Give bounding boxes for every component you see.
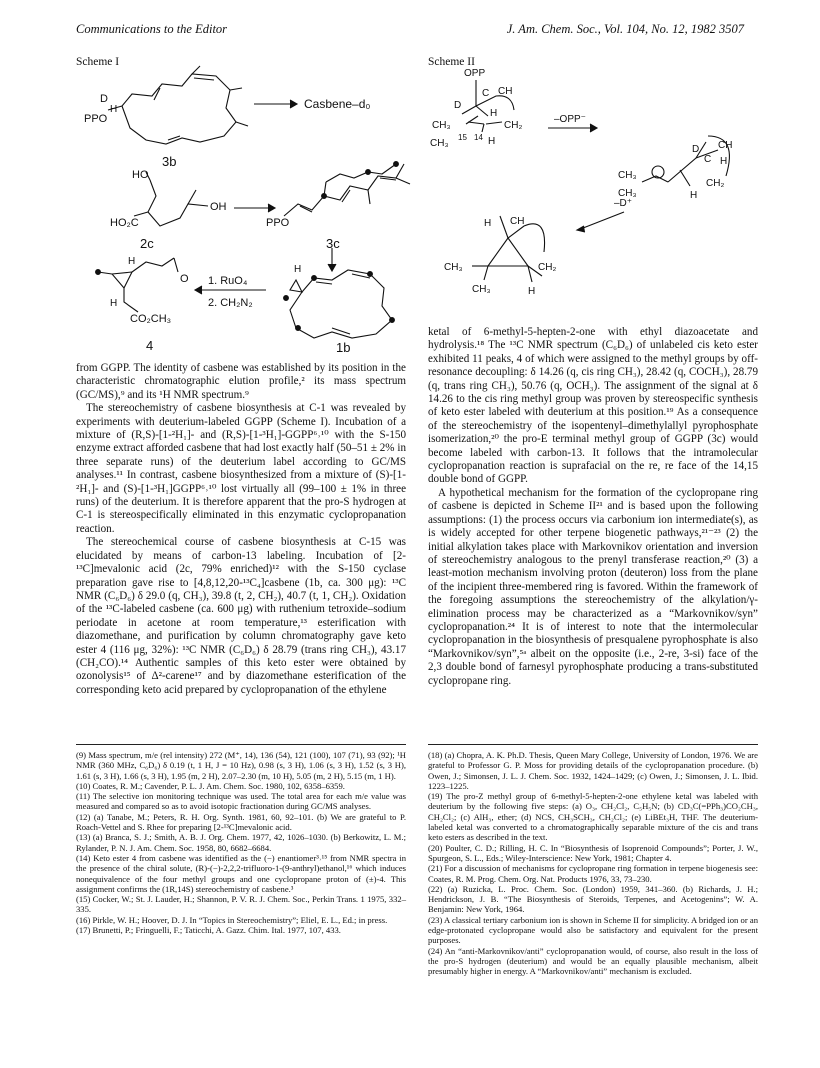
s2-ch3d-label: CH₃ bbox=[618, 188, 637, 199]
s1-h4-label: H bbox=[110, 298, 118, 309]
running-header-right: J. Am. Chem. Soc., Vol. 104, No. 12, 1982 3507 bbox=[506, 22, 744, 36]
footnote: (12) (a) Tanabe, M.; Peters, R. H. Org. Synth. 1981, 60, 92–101. (b) We are grateful to P. Roach-Vettel and S. Rhee for preparing [2-¹³C]mevalonic acid. bbox=[76, 811, 406, 833]
s2-ch2-label: CH₂ bbox=[504, 120, 523, 131]
s2-ch-label: CH bbox=[498, 86, 513, 97]
s2-ch2b-label: CH₂ bbox=[706, 178, 725, 189]
s1-ppo-label: PPO bbox=[84, 113, 108, 125]
s2-ch-c-label: CH bbox=[510, 216, 525, 227]
s2-ch3a-label: CH₃ bbox=[432, 120, 451, 131]
footnote-rule-right bbox=[428, 744, 758, 745]
s1-step-2: 2. CH₂N₂ bbox=[208, 297, 253, 309]
scheme-2-title: Scheme II bbox=[428, 56, 475, 68]
s2-h5-label: H bbox=[484, 218, 492, 229]
body-left-column bbox=[76, 362, 406, 697]
running-header-left: Communications to the Editor bbox=[76, 22, 228, 36]
s1-o-label: O bbox=[180, 273, 189, 285]
body-paragraph: The stereochemistry of casbene biosynthesis at C-1 was revealed by experiments with deuterium-labeled GGPP (Scheme I). Incubation of a mixture of (R,S)-[1-²H₁]- and (R,S)-[1-³H₁]-GGPP⁶˒¹⁰ with the S-150 enzyme extract afforded casbene that had lost exactly half (50–51 ± 2% in three separate runs) of the deuterium label according to GC/MS analyses.¹¹ In contrast, casbene biosynthesized from a mixture of (S)-[1-²H₁]- and (S)-[1-³H₁]GGPP⁶˒¹⁰ lost virtually all (99–100 ± 1% in three runs) of the deuterium. It is therefore apparent that the pro-S hydrogen at C-1 is stereospecifically eliminated in this enzymatic cyclopropanation reaction. bbox=[76, 402, 406, 535]
s2-c-label: C bbox=[482, 88, 490, 99]
s1-d-label: D bbox=[100, 93, 108, 105]
s2-ch3c-label: CH₃ bbox=[618, 170, 637, 181]
s2-c2-label: C bbox=[704, 154, 712, 165]
s2-h3-label: H bbox=[720, 156, 728, 167]
footnote: (16) Pirkle, W. H.; Hoover, D. J. In “Topics in Stereochemistry”; Eliel, E. L., Ed.; in press. bbox=[76, 914, 388, 925]
footnote: (14) Keto ester 4 from casbene was identified as the (−) enantiomer³˒¹⁵ from NMR spectra in the presence of the chiral solute, (R)-(−)-2,2,2-trifluoro-1-(9-anthryl)ethanol,¹⁶ which induces nonequivalence of the four methyl groups and one cyclopropane proton of (±)-4. This assignment confirms the (1R,14S) stereochemistry of casbene.³ bbox=[76, 852, 406, 894]
s1-h-label: H bbox=[110, 104, 118, 115]
s2-ch3b-label: CH₃ bbox=[430, 138, 449, 149]
s1-h2-label: H bbox=[128, 256, 136, 267]
s2-d2-label: D bbox=[692, 144, 700, 155]
body-paragraph: ketal of 6-methyl-5-hepten-2-one with ethyl diazoacetate and hydrolysis.¹⁸ The ¹³C NMR spectrum (C₆D₆) of unlabeled cis keto ester exhibited 11 peaks, 4 of which were assigned to the methyl groups by off-resonance decoupling: δ 14.26 (q, cis ring CH₃), 28.42 (q, COCH₃), 28.79 (q, trans ring CH₃), 50.76 (q, OCH₃). The assignment of the signal at δ 14.26 to the cis ring methyl group was proven by stereospecific synthesis of keto ester labeled with deuterium at this position.¹⁹ As a consequence of the stereochemistry of the isopentenyl–dimethylallyl pyrophosphate isomerization,²⁰ the pro-E terminal methyl group of GGPP (3c) would become labeled with carbon-13. It follows that the intramolecular cyclopropanation reaction is suprafacial on the re, re face of the 14,15 double bond of GGPP. bbox=[428, 326, 758, 486]
s2-d-label: D bbox=[454, 100, 462, 111]
s2-ch3e-label: CH₃ bbox=[444, 262, 463, 273]
s2-h-label: H bbox=[490, 108, 498, 119]
s1-ppo2-label: PPO bbox=[266, 217, 290, 229]
footnote: (22) (a) Ruzicka, L. Proc. Chem. Soc. (London) 1959, 341–360. (b) Richards, J. H.; Hendrickson, J. B. “The Biosynthesis of Steroids, Terpenes, and Acetogenins”; W. A. Benjamin: New York, 1964. bbox=[428, 883, 758, 915]
s2-ch-b-label: CH bbox=[718, 140, 733, 151]
s2-h4-label: H bbox=[690, 190, 698, 201]
s2-c14-label: 14 bbox=[474, 133, 483, 142]
s1-compound-1b: 1b bbox=[336, 340, 351, 355]
footnote: (17) Brunetti, P.; Fringuelli, F.; Taticchi, A. Gazz. Chim. Ital. 1977, 107, 433. bbox=[76, 925, 341, 936]
body-paragraph: A hypothetical mechanism for the formation of the cyclopropane ring of casbene is depicted in Scheme II²¹ and is based upon the following assumptions: (1) the process occurs via carbonium ion intermediate(s), as is widely accepted for other terpene biogenetic pathways,²¹⁻²³ (2) the initial alkylation takes place with Markovnikov orientation and inversion of stereochemistry analogous to the prenyl transferase reaction,²⁰ (3) a least-motion mechanism involving proton (deuteron) loss from the plane of the incipient three-membered ring is favored. Within the framework of the foregoing assumptions the stereochemistry of the alkylation/γ-elimination process may be characterized as a “Markovnikov/syn” cyclopropanation.²⁴ It is of interest to note that the intermolecular cyclopropanation in the biosynthesis of presqualene pyrophosphate is also “Markovnikov/syn”,⁵ᵃ albeit on the opposite (i.e., 2-re, 3-si) face of the 2,3 double bond of farnesyl pyrophosphate producing a trans-substituted cyclopropane ring. bbox=[428, 486, 758, 687]
footnote: (18) (a) Chopra, A. K. Ph.D. Thesis, Queen Mary College, University of London, 1976. We are grateful to Professor G. P. Moss for providing details of the cyclopropanation procedure. (b) Owen, J.; Simonsen, J. L. J. Chem. Soc. 1932, 1424–1429; (c) Owen, J.; Simonsen, J. L. Ibid. 1223–1225. bbox=[428, 750, 758, 791]
footnote: (20) Poulter, C. D.; Rilling, H. C. In “Biosynthesis of Isoprenoid Compounds”; Porter, J. W., Spurgeon, S. L., Eds.; Wiley-Interscience: New York, 1981; Chapter 4. bbox=[428, 842, 758, 863]
footnote: (13) (a) Branca, S. J.; Smith, A. B. J. Org. Chem. 1977, 42, 1026–1030. (b) Berkowitz, L. M.; Rylander, P. N. J. Am. Chem. Soc. 1958, 80, 6682–6684. bbox=[76, 832, 406, 853]
s1-compound-3b: 3b bbox=[162, 154, 177, 169]
scheme-1-figure bbox=[70, 66, 420, 358]
s1-step-1: 1. RuO₄ bbox=[208, 275, 248, 287]
s1-oh-label: OH bbox=[210, 201, 227, 213]
s2-ch3f-label: CH₃ bbox=[472, 284, 491, 295]
footnote: (21) For a discussion of mechanisms for cyclopropane ring formation in terpene biogenesis see: Coates, R. M. Prog. Chem. Org. Nat. Products 1976, 33, 73–230. bbox=[428, 863, 758, 884]
footnote: (9) Mass spectrum, m/e (rel intensity) 272 (M⁺, 14), 136 (54), 121 (100), 107 (71), 93 (92); ¹H NMR (360 MHz, C₆D₆) δ 0.19 (t, 1 H, J = 10 Hz), 0.98 (s, 3 H), 1.06 (s, 3 H), 1.52 (s, 3 H), 1.61 (s, 3 H), 1.66 (s, 3 H), 1.95 (m, 2 H), 2.07–2.30 (m, 10 H), 5.05 (m, 2 H), 5.15 (m, 1 H). bbox=[76, 750, 406, 781]
s1-ho-label: HO bbox=[132, 169, 149, 181]
footnote-rule-left bbox=[76, 744, 406, 745]
s2-minus-d: –D⁺ bbox=[614, 198, 633, 209]
s1-casbene-d0: Casbene–d₀ bbox=[304, 97, 371, 111]
body-right-column bbox=[428, 326, 758, 688]
footnote: (19) The pro-Z methyl group of 6-methyl-5-hepten-2-one ethylene ketal was labeled with deuterium by the following five steps: (a) O₃, CH₂Cl₂, C₅H₅N; (b) CD₃C(=PPh₃)CO₂CH₃, CH₂Cl₂; (c) AlH₃, ether; (d) NCS, CH₃SCH₃, CH₂Cl₂; (e) LiBEt₃H, THF. The deuterium-labeled ketal was converted to a chromatographically separable mixture of the cis and trans keto esters as described in the text. bbox=[428, 791, 758, 843]
s1-compound-3c: 3c bbox=[326, 236, 340, 251]
footnote: (23) A classical tertiary carbonium ion is shown in Scheme II for simplicity. A bridged ion or an edge-protonated cyclopropane would also be satisfactory and equivalent for the present purposes. bbox=[428, 914, 758, 946]
s2-opp-label: OPP bbox=[464, 68, 486, 79]
s1-co2ch3-label: CO₂CH₃ bbox=[130, 313, 172, 325]
footnote: (24) An “anti-Markovnikov/anti” cyclopropanation would, of course, also result in the loss of the pro-S hydrogen (deuterium) and would be an equally plausible mechanism, albeit presumably higher in energy. A “Markovnikov/anti” mechanism is excluded. bbox=[428, 945, 758, 977]
s1-compound-2c: 2c bbox=[140, 236, 154, 251]
s2-h2-label: H bbox=[488, 136, 496, 147]
scheme-1-title: Scheme I bbox=[76, 56, 120, 68]
s2-h6-label: H bbox=[528, 286, 536, 297]
s2-c15-label: 15 bbox=[458, 133, 467, 142]
s2-minus-opp: –OPP⁻ bbox=[554, 114, 586, 125]
s1-compound-4: 4 bbox=[146, 338, 154, 353]
footnote: (15) Cocker, W.; St. J. Lauder, H.; Shannon, P. V. R. J. Chem. Soc., Perkin Trans. 1 1975, 332–335. bbox=[76, 894, 406, 915]
body-paragraph: The stereochemical course of casbene biosynthesis at C-15 was elucidated by means of carbon-13 labeling. Incubation of [2-¹³C]mevalonic acid (2c, 79% enriched)¹² with the S-150 cyclase preparation gave rise to [4,8,12,20-¹³C₄]casbene (1b, ca. 300 μg): ¹³C NMR (C₆D₆) δ 29.0 (q, CH₃), 39.8 (t, 2, CH₂), 40.7 (t, 1, CH₂). Oxidation of the ¹³C-labeled casbene (ca. 600 μg) with ruthenium tetroxide–sodium periodate in acetone at room temperature,¹³ esterification with diazomethane, and purification by column chromatography gave keto ester 4 (116 μg, 32%): ¹³C NMR (C₆D₆) δ 28.79 (trans ring CH₃), 43.17 (CH₂CO).¹⁴ Authentic samples of this keto ester were obtained by ozonolysis¹⁵ of Δ²-carene¹⁷ and by diazomethane esterification of the corresponding keto acid prepared by cyclopropanation of the ethylene bbox=[76, 536, 406, 696]
s2-ch2c-label: CH₂ bbox=[538, 262, 557, 273]
footnote: (10) Coates, R. M.; Cavender, P. L. J. Am. Chem. Soc. 1980, 102, 6358–6359. bbox=[76, 780, 345, 791]
s1-h3-label: H bbox=[294, 264, 302, 275]
footnote: (11) The selective ion monitoring technique was used. The total area for each m/e value was measured and compared so as to avoid isotopic fractionation during GC/MS analyses. bbox=[76, 791, 406, 812]
body-paragraph: from GGPP. The identity of casbene was established by its position in the characteristic chromatographic elution profile,² its mass spectrum (GC/MS),⁹ and its ¹H NMR spectrum.⁹ bbox=[76, 362, 406, 401]
scheme-2-figure bbox=[428, 66, 758, 316]
footnotes-right bbox=[428, 750, 758, 977]
footnotes-left bbox=[76, 750, 406, 935]
s1-ho2c-label: HO₂C bbox=[110, 217, 139, 229]
